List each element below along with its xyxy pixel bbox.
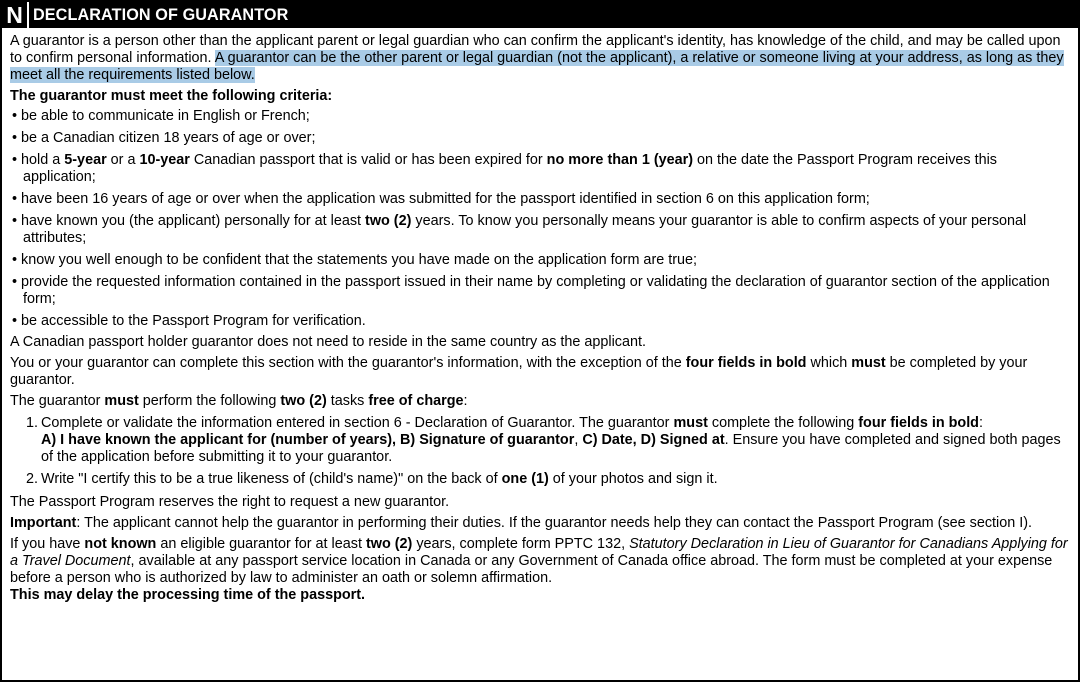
text: Complete or validate the information entered in section 6 - Declaration of Guarantor. The guarantor bbox=[41, 415, 674, 431]
bold-text: two (2) bbox=[280, 393, 327, 409]
text: Canadian passport that is valid or has been expired for bbox=[189, 152, 547, 168]
text: of your photos and sign it. bbox=[548, 471, 718, 487]
text: : bbox=[463, 393, 468, 409]
section-letter: N bbox=[2, 2, 29, 28]
criterion-item: • be able to communicate in English or French; bbox=[10, 108, 1070, 125]
text: on the date the Passport Program receives this application; bbox=[23, 152, 997, 185]
text: . Ensure you have completed and signed both pages of the application before submitting it to your guarantor. bbox=[41, 432, 1061, 465]
bold-text: A) I have known the applicant for (number of years), B) Signature of guarantor bbox=[41, 432, 575, 448]
task-number: 1. bbox=[26, 415, 39, 431]
bold-text: not known bbox=[84, 536, 157, 552]
text: : bbox=[978, 415, 983, 431]
criterion-item: • be accessible to the Passport Program for verification. bbox=[10, 313, 1070, 330]
text: tasks bbox=[326, 393, 369, 409]
section-header bbox=[2, 2, 1078, 28]
text: , available at any passport service location in Canada or any Government of Canada office abroad. The form must be completed at your expense before a person who is authorized by law to administer an oath or solemn affirmation. bbox=[10, 553, 1053, 586]
not-known-paragraph bbox=[10, 536, 1070, 587]
important-label: Important bbox=[10, 515, 77, 531]
tasks-paragraph bbox=[10, 393, 1070, 410]
section-title: DECLARATION OF GUARANTOR bbox=[33, 5, 289, 24]
residence-paragraph: A Canadian passport holder guarantor does not need to reside in the same country as the applicant. bbox=[10, 334, 646, 350]
criterion-item: • have been 16 years of age or over when the application was submitted for the passport identified in section 6 on this application form; bbox=[10, 191, 1070, 208]
text: years, complete form PPTC 132, bbox=[412, 536, 630, 552]
text: You or your guarantor can complete this section with the guarantor's information, with the exception of the bbox=[10, 355, 686, 371]
text: which bbox=[806, 355, 852, 371]
text: or a bbox=[106, 152, 140, 168]
text: If you have bbox=[10, 536, 85, 552]
bold-text: 10-year bbox=[139, 152, 190, 168]
reserve-paragraph: The Passport Program reserves the right to request a new guarantor. bbox=[10, 494, 450, 510]
bold-text: two (2) bbox=[365, 536, 413, 552]
bold-text: 5-year bbox=[64, 152, 107, 168]
bold-text: one (1) bbox=[501, 471, 549, 487]
bold-text: four fields in bold bbox=[685, 355, 807, 371]
text: be completed by your guarantor. bbox=[10, 355, 1028, 388]
highlighted-text: A guarantor can be the other parent or legal guardian (not the applicant), a relative or someone living at your address, as long as they meet all the requirements listed below. bbox=[10, 50, 1064, 83]
task-item-2 bbox=[10, 471, 1070, 488]
text: years. To know you personally means your guarantor is able to confirm aspects of your personal attributes; bbox=[23, 213, 1027, 246]
bold-text: must bbox=[673, 415, 708, 431]
criterion-item: • be a Canadian citizen 18 years of age or over; bbox=[10, 130, 1070, 147]
bold-text: must bbox=[851, 355, 886, 371]
complete-paragraph bbox=[10, 355, 1070, 389]
bold-text: free of charge bbox=[368, 393, 464, 409]
bold-text: four fields in bold bbox=[858, 415, 979, 431]
bold-text: must bbox=[104, 393, 139, 409]
criterion-item bbox=[10, 152, 1070, 186]
text: have known you (the applicant) personally for at least bbox=[21, 213, 366, 229]
section-body bbox=[2, 28, 1078, 604]
text: an eligible guarantor for at least bbox=[156, 536, 366, 552]
intro-text: A guarantor is a person other than the applicant parent or legal guardian who can confirm the applicant's identity, has knowledge of the child, and may be called upon to confirm personal information. bbox=[10, 33, 1061, 66]
text: The guarantor bbox=[10, 393, 105, 409]
text: Write "I certify this to be a true likeness of (child's name)" on the back of bbox=[41, 471, 502, 487]
delay-warning: This may delay the processing time of the passport. bbox=[10, 587, 366, 603]
task-number: 2. bbox=[26, 471, 39, 487]
criterion-item bbox=[10, 213, 1070, 247]
bold-text: no more than 1 (year) bbox=[546, 152, 694, 168]
criterion-item: • know you well enough to be confident that the statements you have made on the application form are true; bbox=[10, 252, 1070, 269]
bold-text: C) Date, D) Signed at bbox=[582, 432, 725, 448]
important-paragraph bbox=[10, 515, 1070, 532]
task-item-1 bbox=[10, 415, 1070, 466]
text: : The applicant cannot help the guarantor in performing their duties. If the guarantor needs help they can contact the Passport Program (see section I). bbox=[76, 515, 1033, 531]
text: , bbox=[574, 432, 583, 448]
criterion-item: • provide the requested information contained in the passport issued in their name by completing or validating the declaration of guarantor section of the application form; bbox=[10, 274, 1070, 308]
text: perform the following bbox=[138, 393, 281, 409]
intro-paragraph bbox=[10, 33, 1070, 84]
task-fields bbox=[41, 432, 1070, 466]
text: hold a bbox=[21, 152, 65, 168]
form-title: Statutory Declaration in Lieu of Guarantor for Canadians Applying for a Travel Document bbox=[10, 536, 1068, 569]
criteria-heading: The guarantor must meet the following criteria: bbox=[10, 88, 333, 104]
text: complete the following bbox=[707, 415, 859, 431]
bold-text: two (2) bbox=[365, 213, 412, 229]
